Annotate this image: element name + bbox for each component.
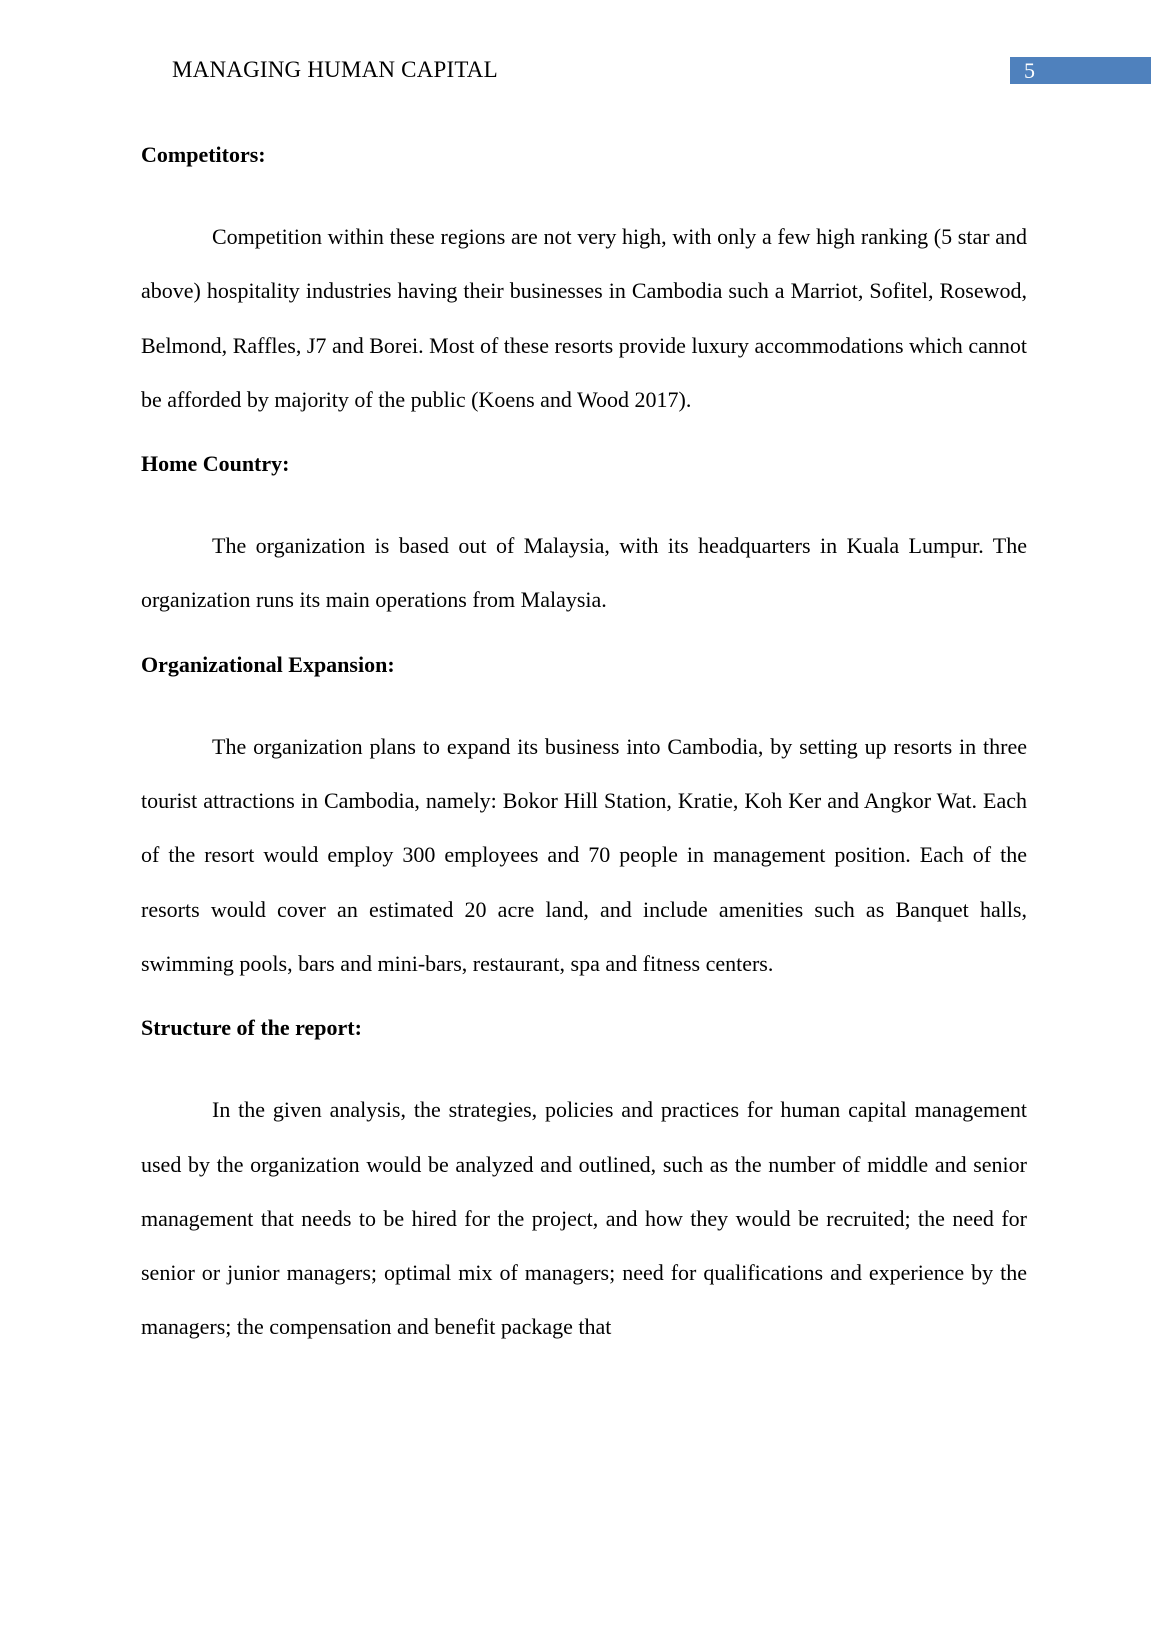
section-heading-organizational-expansion: Organizational Expansion: (141, 651, 395, 677)
section-paragraph-home-country: The organization is based out of Malaysia, with its headquarters in Kuala Lumpur. The organization runs its main operations from Malaysia. (141, 533, 1027, 613)
section-heading-structure-of-report: Structure of the report: (141, 1015, 362, 1041)
section-paragraph-organizational-expansion: The organization plans to expand its business into Cambodia, by setting up resorts in three tourist attractions in Cambodia, namely: Bokor Hill Station, Kratie, Koh Ker and Angkor Wat. Each of the resort would employ 300 employees and 70 people in management position. Each of the resorts would cover an estimated 20 acre land, and include amenities such as Banquet halls, swimming pools, bars and mini-bars, restaurant, spa and fitness centers. (141, 733, 1027, 976)
running-head: MANAGING HUMAN CAPITAL (172, 57, 498, 82)
document-body (141, 138, 1027, 1375)
section-heading-home-country: Home Country: (141, 451, 290, 477)
page-number: 5 (1010, 57, 1151, 84)
section-paragraph-structure-of-report: In the given analysis, the strategies, policies and practices for human capital management used by the organization would be analyzed and outlined, such as the number of middle and senior management that needs to be hired for the project, and how they would be recruited; the need for senior or junior managers; optimal mix of managers; need for qualifications and experience by the managers; the compensation and benefit package that (141, 1097, 1027, 1340)
section-heading-competitors: Competitors: (141, 142, 266, 167)
section-paragraph-competitors: Competition within these regions are not very high, with only a few high ranking (5 star and above) hospitality industries having their businesses in Cambodia such a Marriot, Sofitel, Rosewod, Belmond, Raffles, J7 and Borei. Most of these resorts provide luxury accommodations which cannot be afforded by majority of the public (Koens and Wood 2017). (141, 224, 1027, 412)
